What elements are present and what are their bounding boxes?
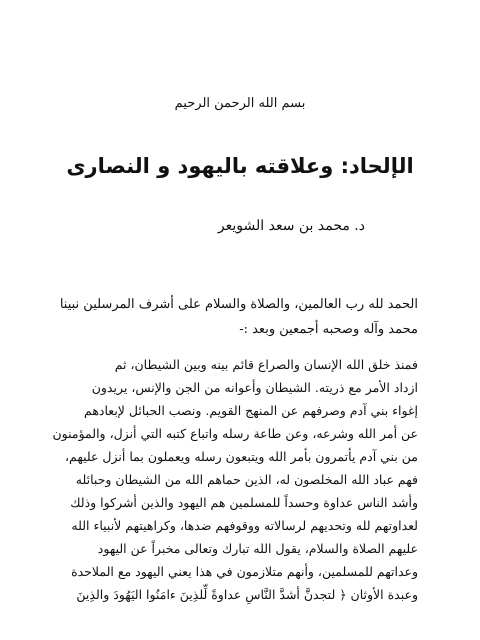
body-line: فمنذ خلق الله الإنسان والصراع قائم بينه وبين الشيطان، ثم — [114, 357, 418, 372]
intro-paragraph — [48, 292, 418, 342]
body-line: إغواء بني آدم وصرفهم عن المنهج القويم. ونصب الحبائل لإبعادهم — [84, 403, 418, 418]
body-line: وأشد الناس عداوة وحسداً للمسلمين هم اليهود والذين أشركوا وذلك — [70, 495, 418, 510]
body-line: من بني آدم يأتمرون بأمر الله ويتبعون رسله ويعملون بما أنزل عليهم، — [64, 449, 418, 464]
author-name: د. محمد بن سعد الشويعر — [217, 218, 365, 234]
body-line: عن أمر الله وشرعه، وعن طاعة رسله واتباع كتبه التي أنزل، والمؤمنون — [52, 426, 418, 441]
intro-line: محمد وآله وصحبه أجمعين وبعد :- — [239, 322, 418, 337]
body-line: عليهم الصلاة والسلام، يقول الله تبارك وتعالى مخبراً عن اليهود — [97, 541, 418, 556]
intro-line: الحمد لله رب العالمين، والصلاة والسلام على أشرف المرسلين نبينا — [59, 297, 418, 312]
body-line: وعداتهم للمسلمين، وأنهم متلازمون في هذا يعني اليهود مع الملاحدة — [71, 564, 418, 579]
basmala: بسم الله الرحمن الرحيم — [174, 96, 306, 111]
body-paragraph — [28, 353, 418, 606]
body-line: ازداد الأمر مع ذريته. الشيطان وأعوانه من الجن والإنس، يريدون — [91, 380, 418, 395]
body-line: وعبدة الأوثان ﴿ لتجدنَّ أشدَّ النَّاسِ عداوةً لِّلذِينَ ءامَنُوا اليَهُودَ والذِينَ — [76, 587, 418, 602]
body-line: لعداوتهم لله وتحديهم لرسالاته ووقوفهم ضدها، وكراهيتهم لأنبياء الله — [71, 518, 418, 533]
body-line: فهم عباد الله المخلصون له، الذين حماهم الله من الشيطان وحبائله — [75, 472, 418, 487]
article-title: الإلحاد: وعلاقته باليهود و النصارى — [66, 154, 414, 178]
